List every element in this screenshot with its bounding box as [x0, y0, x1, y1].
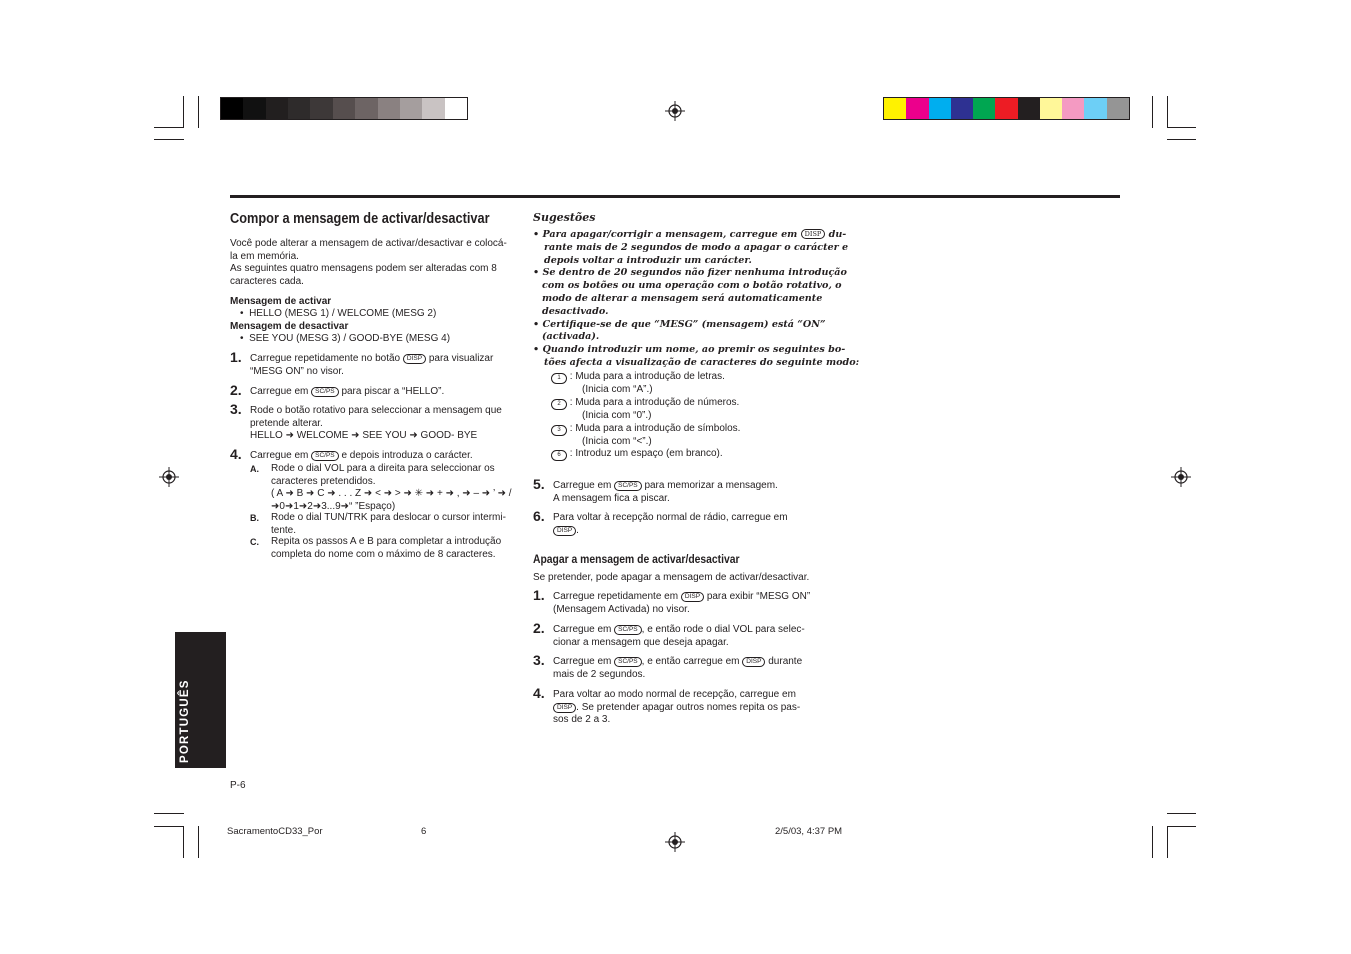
color-swatch: [1084, 98, 1106, 119]
color-swatch: [243, 98, 265, 119]
registration-mark-icon: [159, 467, 179, 487]
key-6-row: 6 : Introduz um espaço (em branco).: [551, 448, 723, 461]
color-swatch: [355, 98, 377, 119]
scps-button-icon: SC/PS: [311, 387, 339, 397]
step-2-text: Carregue em SC/PS para piscar a “HELLO”.: [250, 386, 445, 397]
button-6-icon: 6: [551, 450, 567, 461]
disp-button-icon: DISP: [681, 592, 704, 602]
color-swatch: [951, 98, 973, 119]
erase-step-1-text: Carregue repetidamente em DISP para exibir “MESG ON” (Mensagem Activada) no visor.: [553, 591, 811, 615]
color-swatch: [288, 98, 310, 119]
disp-button-icon: DISP: [553, 703, 576, 713]
step-number: 1.: [533, 587, 545, 603]
key-2-row: 2 : Muda para a introdução de números. (Inicia com “0”.): [551, 397, 739, 423]
color-swatch: [221, 98, 243, 119]
key-1-row: 1 : Muda para a introdução de letras. (Inicia com “A”.): [551, 371, 725, 397]
disp-button-icon: DISP: [742, 657, 765, 667]
color-swatch: [266, 98, 288, 119]
scps-button-icon: SC/PS: [614, 657, 642, 667]
button-1-icon: 1: [551, 373, 567, 384]
tips-heading: Sugestões: [533, 211, 596, 224]
erase-step-3-text: Carregue em SC/PS , e então carregue em DISP durante mais de 2 segundos.: [553, 656, 803, 680]
step-number: 6.: [533, 508, 545, 524]
color-swatch: [995, 98, 1017, 119]
step-number: 4.: [533, 685, 545, 701]
erase-intro: Se pretender, pode apagar a mensagem de activar/desactivar.: [533, 572, 810, 583]
color-swatch: [333, 98, 355, 119]
color-swatch: [1018, 98, 1040, 119]
disp-button-icon: DISP: [553, 526, 576, 536]
color-calibration-bar: [883, 97, 1130, 120]
registration-mark-icon: [665, 101, 685, 121]
page-number: P-6: [230, 780, 246, 791]
disp-button-icon: DISP: [801, 229, 826, 239]
page-title: Compor a mensagem de activar/desactivar: [230, 211, 490, 227]
color-swatch: [973, 98, 995, 119]
erase-heading: Apagar a mensagem de activar/desactivar: [533, 554, 740, 566]
erase-step-2-text: Carregue em SC/PS , e então rode o dial VOL para selec- cionar a mensagem que deseja apagar.: [553, 624, 805, 648]
tips-list: • Para apagar/corrigir a mensagem, carregue em DISP du- rante mais de 2 segundos de modo a apagar o carácter e depois voltar a introduzir um carácter. • Se dentro de 20 segundos não fizer nenhuma introdução com os botões ou uma operação com o botão rotativo, o modo de alterar a mensagem será automaticamente desactivado. • Certifique-se de que “MESG” (mensagem) está “ON” (activada). • Quando introduzir um nome, ao premir os seguintes bo- tões afecta a visualização de caracteres do seguinte modo:: [533, 229, 860, 368]
step-number: 2.: [230, 382, 242, 398]
color-swatch: [378, 98, 400, 119]
step-number: 3.: [533, 652, 545, 668]
scps-button-icon: SC/PS: [614, 481, 642, 491]
msg-off-item: • SEE YOU (MESG 3) / GOOD-BYE (MESG 4): [240, 333, 451, 344]
color-swatch: [445, 98, 467, 119]
color-swatch: [929, 98, 951, 119]
button-2-icon: 2: [551, 399, 567, 410]
substep-a-text: Rode o dial VOL para a direita para seleccionar os caracteres pretendidos. ( A ➜ B ➜ C ➜ . . . Z ➜ < ➜ > ➜ ✳ ➜ + ➜ , ➜ – ➜ ’ ➜ / ➜0➜1➜2➜3...9➜“ ”Espaço): [271, 463, 512, 512]
key-3-row: 3 : Muda para a introdução de símbolos. (Inicia com “<”.): [551, 423, 740, 449]
registration-mark-icon: [665, 832, 685, 852]
footer-page: 6: [421, 826, 427, 837]
erase-step-4-text: Para voltar ao modo normal de recepção, carregue em DISP . Se pretender apagar outros nomes repita os pas- sos de 2 a 3.: [553, 689, 801, 725]
scps-button-icon: SC/PS: [311, 451, 339, 461]
step-number: 1.: [230, 349, 242, 365]
msg-on-item: • HELLO (MESG 1) / WELCOME (MESG 2): [240, 308, 437, 319]
language-side-tab: PORTUGUÊS: [175, 632, 226, 768]
step-3-text: Rode o botão rotativo para seleccionar a mensagem que pretende alterar. HELLO ➜ WELCOME ➜ SEE YOU ➜ GOOD- BYE: [250, 405, 502, 441]
msg-off-label: Mensagem de desactivar: [230, 321, 349, 332]
grayscale-calibration-bar: [220, 97, 468, 120]
substep-c-text: Repita os passos A e B para completar a introdução completa do nome com o máximo de 8 caracteres.: [271, 536, 502, 560]
registration-mark-icon: [1171, 467, 1191, 487]
color-swatch: [1062, 98, 1084, 119]
color-swatch: [906, 98, 928, 119]
step-1-text: Carregue repetidamente no botão DISP para visualizar “MESG ON” no visor.: [250, 353, 494, 377]
step-number: 2.: [533, 620, 545, 636]
footer-file-name: SacramentoCD33_Por: [227, 826, 323, 837]
step-4-text: Carregue em SC/PS e depois introduza o carácter.: [250, 450, 473, 461]
substep-label: B.: [250, 513, 259, 523]
button-3-icon: 3: [551, 425, 567, 436]
intro-text: Você pode alterar a mensagem de activar/desactivar e colocá- la em memória. As seguintes quatro mensagens podem ser alteradas com 8 caracteres cada.: [230, 238, 507, 287]
step-number: 4.: [230, 446, 242, 462]
color-swatch: [310, 98, 332, 119]
color-swatch: [422, 98, 444, 119]
scps-button-icon: SC/PS: [614, 625, 642, 635]
substep-label: C.: [250, 537, 259, 547]
substep-b-text: Rode o dial TUN/TRK para deslocar o cursor intermi- tente.: [271, 512, 506, 536]
step-number: 5.: [533, 476, 545, 492]
color-swatch: [1040, 98, 1062, 119]
color-swatch: [400, 98, 422, 119]
footer-date: 2/5/03, 4:37 PM: [775, 826, 843, 837]
color-swatch: [884, 98, 906, 119]
step-number: 3.: [230, 401, 242, 417]
step-5-text: Carregue em SC/PS para memorizar a mensagem. A mensagem fica a piscar.: [553, 480, 778, 504]
msg-on-label: Mensagem de activar: [230, 296, 332, 307]
step-6-text: Para voltar à recepção normal de rádio, carregue em DISP .: [553, 512, 788, 536]
header-rule: [230, 195, 1120, 198]
color-swatch: [1107, 98, 1129, 119]
disp-button-icon: DISP: [403, 354, 426, 364]
substep-label: A.: [250, 464, 259, 474]
